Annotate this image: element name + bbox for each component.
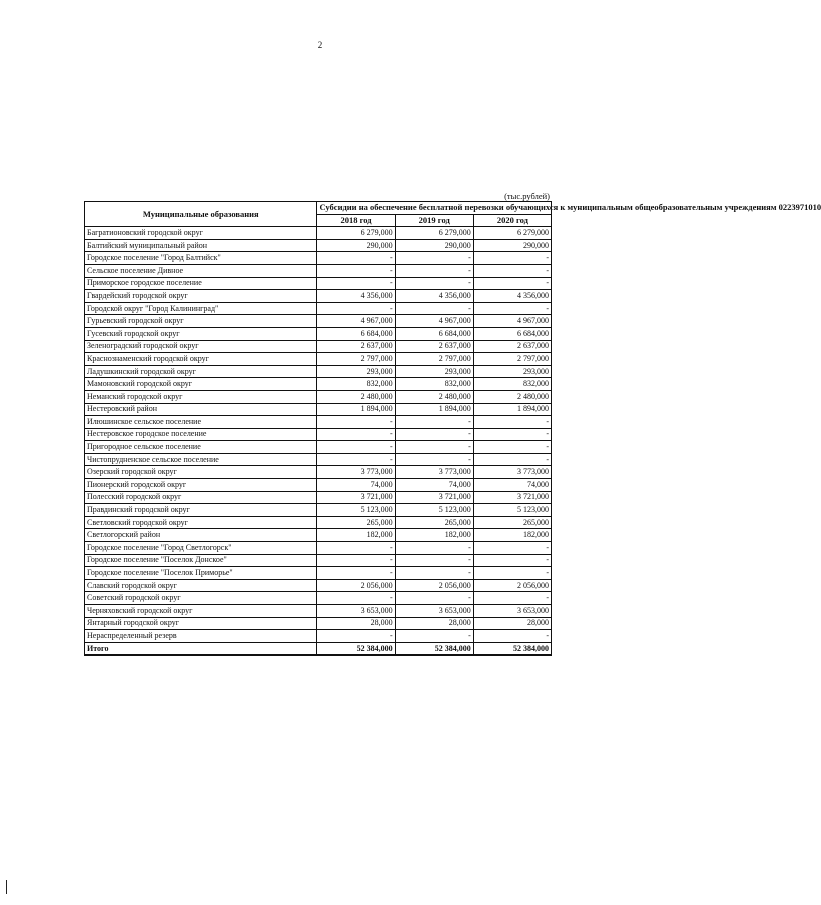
- row-value-2018: 3 653,000: [317, 605, 395, 618]
- row-municipality-name: Мамоновский городской округ: [85, 378, 317, 391]
- row-municipality-name: Городское поселение "Город Балтийск": [85, 252, 317, 265]
- table-row: [85, 227, 552, 240]
- row-value-2019: 1 894,000: [395, 403, 473, 416]
- row-value-2018: 1 894,000: [317, 403, 395, 416]
- row-value-2018: 74,000: [317, 479, 395, 492]
- row-value-2019: -: [395, 264, 473, 277]
- year-header-2020: 2020 год: [473, 214, 551, 227]
- row-value-2019: -: [395, 428, 473, 441]
- row-municipality-name: Пионерский городской округ: [85, 479, 317, 492]
- row-municipality-name: Славский городской округ: [85, 579, 317, 592]
- row-municipality-name: Гусевский городской округ: [85, 327, 317, 340]
- row-value-2019: 182,000: [395, 529, 473, 542]
- row-value-2020: -: [473, 453, 551, 466]
- table-row: [85, 340, 552, 353]
- table-row: [85, 617, 552, 630]
- row-value-2019: 2 637,000: [395, 340, 473, 353]
- row-value-2018: -: [317, 302, 395, 315]
- table-row: [85, 630, 552, 643]
- row-value-2018: -: [317, 453, 395, 466]
- row-value-2020: 2 480,000: [473, 390, 551, 403]
- row-value-2018: 4 967,000: [317, 315, 395, 328]
- row-value-2019: 74,000: [395, 479, 473, 492]
- row-value-2020: 2 056,000: [473, 579, 551, 592]
- row-value-2020: -: [473, 592, 551, 605]
- subsidy-column-header: Субсидии на обеспечение бесплатной перевозки обучающихся к муниципальным общеобразовательным учреждениям 0223971010: [317, 202, 552, 215]
- row-municipality-name: Зеленоградский городской округ: [85, 340, 317, 353]
- row-value-2018: 3 773,000: [317, 466, 395, 479]
- row-value-2020: 832,000: [473, 378, 551, 391]
- row-municipality-name: Краснознаменский городской округ: [85, 353, 317, 366]
- row-municipality-name: Городское поселение "Город Светлогорск": [85, 542, 317, 555]
- row-value-2019: 832,000: [395, 378, 473, 391]
- row-value-2019: 290,000: [395, 239, 473, 252]
- row-value-2020: 1 894,000: [473, 403, 551, 416]
- table-row: [85, 592, 552, 605]
- margin-mark: [6, 880, 7, 894]
- table-row: [85, 554, 552, 567]
- table-row: [85, 315, 552, 328]
- table-row: [85, 529, 552, 542]
- row-value-2018: -: [317, 428, 395, 441]
- table-row: [85, 579, 552, 592]
- table-row: [85, 290, 552, 303]
- row-value-2020: 182,000: [473, 529, 551, 542]
- total-2018: 52 384,000: [317, 642, 395, 655]
- row-value-2018: -: [317, 264, 395, 277]
- row-value-2020: -: [473, 277, 551, 290]
- row-value-2018: 4 356,000: [317, 290, 395, 303]
- row-value-2019: 6 684,000: [395, 327, 473, 340]
- total-2020: 52 384,000: [473, 642, 551, 655]
- row-value-2020: 265,000: [473, 516, 551, 529]
- row-value-2020: 2 637,000: [473, 340, 551, 353]
- row-value-2020: 3 653,000: [473, 605, 551, 618]
- row-value-2019: 6 279,000: [395, 227, 473, 240]
- row-value-2020: 3 721,000: [473, 491, 551, 504]
- table-row: [85, 416, 552, 429]
- row-value-2018: 2 056,000: [317, 579, 395, 592]
- table-row: [85, 365, 552, 378]
- row-value-2018: 290,000: [317, 239, 395, 252]
- row-municipality-name: Неманский городской округ: [85, 390, 317, 403]
- table-row: [85, 277, 552, 290]
- row-municipality-name: Багратионовский городской округ: [85, 227, 317, 240]
- row-value-2020: -: [473, 630, 551, 643]
- table-row: [85, 264, 552, 277]
- total-label: Итого: [85, 642, 317, 655]
- table-row: [85, 428, 552, 441]
- subsidy-table: [84, 201, 821, 656]
- row-value-2019: -: [395, 416, 473, 429]
- row-value-2020: -: [473, 252, 551, 265]
- table-row: [85, 479, 552, 492]
- row-municipality-name: Городской округ "Город Калининград": [85, 302, 317, 315]
- table-row: [85, 466, 552, 479]
- row-value-2019: -: [395, 567, 473, 580]
- row-value-2020: -: [473, 567, 551, 580]
- row-municipality-name: Ладушкинский городской округ: [85, 365, 317, 378]
- row-value-2019: -: [395, 630, 473, 643]
- row-value-2018: -: [317, 630, 395, 643]
- row-value-2018: 28,000: [317, 617, 395, 630]
- row-value-2020: -: [473, 554, 551, 567]
- row-municipality-name: Гурьевский городской округ: [85, 315, 317, 328]
- municipality-column-header: Муниципальные образования: [85, 202, 317, 227]
- row-value-2019: -: [395, 252, 473, 265]
- row-municipality-name: Черняховский городской округ: [85, 605, 317, 618]
- table-row: [85, 239, 552, 252]
- row-value-2018: -: [317, 416, 395, 429]
- row-value-2018: -: [317, 592, 395, 605]
- row-value-2018: 182,000: [317, 529, 395, 542]
- table-row: [85, 390, 552, 403]
- units-label: (тыс.рублей): [504, 191, 550, 201]
- row-value-2018: -: [317, 542, 395, 555]
- row-value-2020: 6 279,000: [473, 227, 551, 240]
- row-value-2020: 4 967,000: [473, 315, 551, 328]
- table-row: [85, 441, 552, 454]
- row-value-2020: -: [473, 441, 551, 454]
- row-value-2018: 2 797,000: [317, 353, 395, 366]
- row-municipality-name: Пригородное сельское поселение: [85, 441, 317, 454]
- year-header-2019: 2019 год: [395, 214, 473, 227]
- table-row: [85, 542, 552, 555]
- row-municipality-name: Советский городской округ: [85, 592, 317, 605]
- row-value-2020: -: [473, 264, 551, 277]
- row-value-2019: 4 967,000: [395, 315, 473, 328]
- row-value-2018: -: [317, 441, 395, 454]
- row-value-2019: 2 797,000: [395, 353, 473, 366]
- row-value-2020: -: [473, 302, 551, 315]
- row-municipality-name: Балтийский муниципальный район: [85, 239, 317, 252]
- page-number: 2: [317, 40, 323, 50]
- row-value-2020: -: [473, 416, 551, 429]
- table-row: [85, 605, 552, 618]
- row-value-2020: 3 773,000: [473, 466, 551, 479]
- row-municipality-name: Озерский городской округ: [85, 466, 317, 479]
- row-municipality-name: Чистопрудненское сельское поселение: [85, 453, 317, 466]
- row-value-2018: 2 480,000: [317, 390, 395, 403]
- table-row: [85, 302, 552, 315]
- row-value-2018: -: [317, 277, 395, 290]
- row-municipality-name: Светловский городской округ: [85, 516, 317, 529]
- row-value-2018: 832,000: [317, 378, 395, 391]
- row-value-2020: 74,000: [473, 479, 551, 492]
- row-value-2019: -: [395, 592, 473, 605]
- row-municipality-name: Городское поселение "Поселок Донское": [85, 554, 317, 567]
- row-value-2018: 3 721,000: [317, 491, 395, 504]
- row-value-2020: 290,000: [473, 239, 551, 252]
- row-municipality-name: Полесский городской округ: [85, 491, 317, 504]
- total-2019: 52 384,000: [395, 642, 473, 655]
- row-value-2019: 2 480,000: [395, 390, 473, 403]
- row-value-2020: -: [473, 542, 551, 555]
- row-municipality-name: Янтарный городской округ: [85, 617, 317, 630]
- row-value-2019: 265,000: [395, 516, 473, 529]
- row-value-2020: 6 684,000: [473, 327, 551, 340]
- table-row: [85, 327, 552, 340]
- row-value-2019: 3 653,000: [395, 605, 473, 618]
- row-municipality-name: Нераспределенный резерв: [85, 630, 317, 643]
- row-value-2018: 265,000: [317, 516, 395, 529]
- row-municipality-name: Светлогорский район: [85, 529, 317, 542]
- row-value-2020: 5 123,000: [473, 504, 551, 517]
- table-row: [85, 516, 552, 529]
- row-value-2020: 4 356,000: [473, 290, 551, 303]
- row-municipality-name: Гвардейский городской округ: [85, 290, 317, 303]
- row-value-2019: 3 773,000: [395, 466, 473, 479]
- total-row: [85, 642, 552, 655]
- row-value-2020: 293,000: [473, 365, 551, 378]
- table-row: [85, 567, 552, 580]
- row-value-2019: 28,000: [395, 617, 473, 630]
- table-row: [85, 453, 552, 466]
- row-value-2019: 2 056,000: [395, 579, 473, 592]
- table-row: [85, 252, 552, 265]
- row-municipality-name: Сельское поселение Дивное: [85, 264, 317, 277]
- row-value-2019: -: [395, 277, 473, 290]
- row-value-2019: 4 356,000: [395, 290, 473, 303]
- row-municipality-name: Нестеровский район: [85, 403, 317, 416]
- row-value-2020: -: [473, 428, 551, 441]
- year-header-2018: 2018 год: [317, 214, 395, 227]
- row-value-2018: -: [317, 567, 395, 580]
- row-value-2018: 6 684,000: [317, 327, 395, 340]
- row-municipality-name: Городское поселение "Поселок Приморье": [85, 567, 317, 580]
- table-body: [85, 227, 552, 643]
- table-row: [85, 491, 552, 504]
- table-row: [85, 504, 552, 517]
- row-value-2019: -: [395, 302, 473, 315]
- row-value-2019: 3 721,000: [395, 491, 473, 504]
- table-row: [85, 353, 552, 366]
- row-value-2020: 28,000: [473, 617, 551, 630]
- row-value-2018: -: [317, 554, 395, 567]
- row-value-2020: 2 797,000: [473, 353, 551, 366]
- row-municipality-name: Илюшинское сельское поселение: [85, 416, 317, 429]
- row-value-2018: 5 123,000: [317, 504, 395, 517]
- row-value-2018: 2 637,000: [317, 340, 395, 353]
- row-value-2019: 293,000: [395, 365, 473, 378]
- row-value-2019: 5 123,000: [395, 504, 473, 517]
- row-value-2018: 6 279,000: [317, 227, 395, 240]
- table-row: [85, 378, 552, 391]
- row-value-2019: -: [395, 453, 473, 466]
- row-municipality-name: Нестеровское городское поселение: [85, 428, 317, 441]
- table-row: [85, 403, 552, 416]
- row-municipality-name: Правдинский городской округ: [85, 504, 317, 517]
- row-value-2018: -: [317, 252, 395, 265]
- row-value-2019: -: [395, 441, 473, 454]
- row-municipality-name: Приморское городское поселение: [85, 277, 317, 290]
- row-value-2019: -: [395, 554, 473, 567]
- row-value-2019: -: [395, 542, 473, 555]
- row-value-2018: 293,000: [317, 365, 395, 378]
